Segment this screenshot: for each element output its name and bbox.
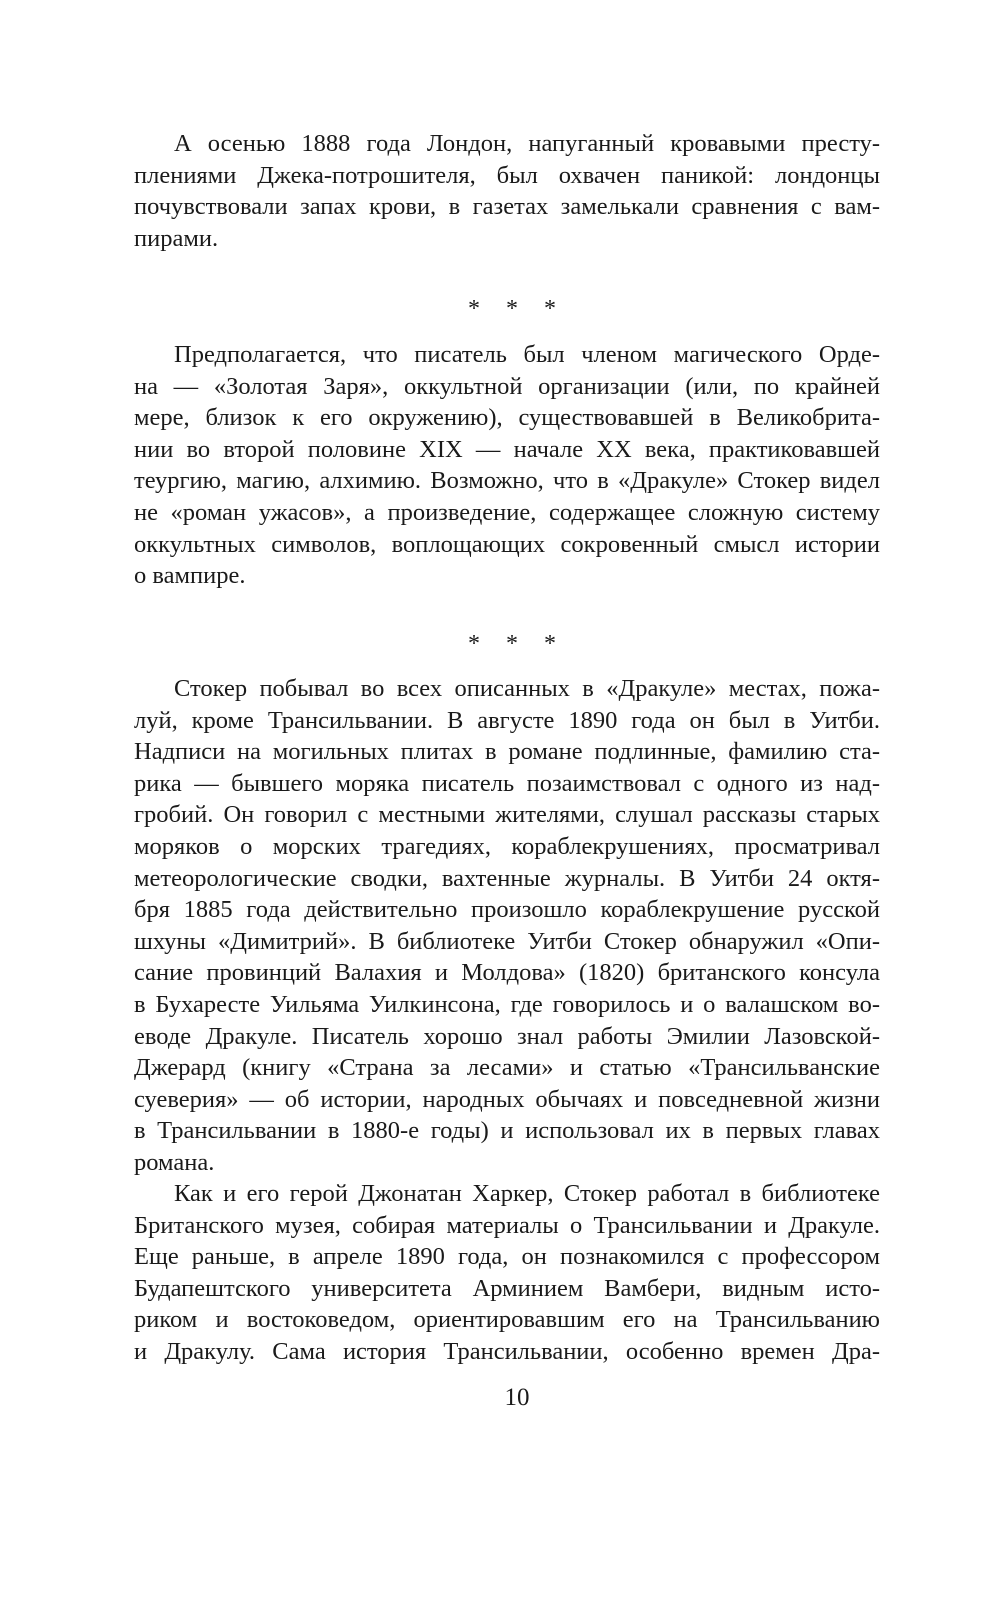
- text-line: еводе Дракуле. Писатель хорошо знал работы Эмилии Лазовской-: [134, 1022, 880, 1050]
- text-line: мере, близок к его окружению), существовавшей в Великобрита-: [134, 404, 880, 432]
- paragraph-3: [134, 673, 880, 1179]
- paragraph-2: [134, 339, 880, 592]
- text-line: моряков о морских трагедиях, кораблекрушениях, просматривал: [134, 832, 880, 860]
- text-line: в Трансильвании в 1880-е годы) и использовал их в первых главах: [134, 1117, 880, 1145]
- text-line: теургию, магию, алхимию. Возможно, что в «Дракуле» Стокер видел: [134, 467, 880, 495]
- paragraph-4: [134, 1178, 880, 1368]
- text-line: суеверия» — об истории, народных обычаях и повседневной жизни: [134, 1085, 880, 1113]
- text-line: Надписи на могильных плитах в романе подлинные, фамилию ста-: [134, 738, 880, 766]
- text-line: в Бухаресте Уильяма Уилкинсона, где говорилось и о валашском во-: [134, 990, 880, 1018]
- section-separator: * * *: [468, 296, 566, 322]
- section-separator: * * *: [468, 631, 566, 657]
- text-line: Предполагается, что писатель был членом магического Орде-: [174, 341, 880, 368]
- text-line: романа.: [134, 1148, 215, 1176]
- text-line: Будапештского университета Арминием Вамбери, видным исто-: [134, 1274, 880, 1302]
- text-line: почувствовали запах крови, в газетах замелькали сравнения с вам-: [134, 193, 880, 221]
- text-line: сание провинций Валахия и Молдова» (1820) британского консула: [134, 959, 880, 987]
- text-line: пирами.: [134, 224, 219, 252]
- text-line: плениями Джека-потрошителя, был охвачен паникой: лондонцы: [134, 161, 880, 189]
- text-line: шхуны «Димитрий». В библиотеке Уитби Стокер обнаружил «Опи-: [134, 927, 880, 955]
- text-line: луй, кроме Трансильвании. В августе 1890 года он был в Уитби.: [134, 706, 880, 734]
- text-line: Как и его герой Джонатан Харкер, Стокер работал в библиотеке: [174, 1180, 880, 1207]
- text-line: гробий. Он говорил с местными жителями, слушал рассказы старых: [134, 801, 880, 829]
- text-line: Британского музея, собирая материалы о Трансильвании и Дракуле.: [134, 1211, 880, 1239]
- text-line: метеорологические сводки, вахтенные журналы. В Уитби 24 октя-: [134, 864, 880, 892]
- text-line: Еще раньше, в апреле 1890 года, он познакомился с профессором: [134, 1243, 880, 1271]
- text-line: Джерард (книгу «Страна за лесами» и статью «Трансильванские: [134, 1054, 880, 1082]
- page-number: 10: [504, 1384, 530, 1411]
- text-line: о вампире.: [134, 562, 246, 590]
- paragraph-1: [134, 128, 880, 254]
- text-line: А осенью 1888 года Лондон, напуганный кровавыми престу-: [174, 130, 880, 157]
- text-line: Стокер побывал во всех описанных в «Дракуле» местах, пожа-: [174, 675, 880, 702]
- text-line: рика — бывшего моряка писатель позаимствовал с одного из над-: [134, 769, 880, 797]
- text-line: нии во второй половине XIX — начале XX века, практиковавшей: [134, 435, 880, 463]
- text-line: на — «Золотая Заря», оккультной организации (или, по крайней: [134, 372, 880, 400]
- text-line: бря 1885 года действительно произошло кораблекрушение русской: [134, 896, 880, 924]
- text-line: оккультных символов, воплощающих сокровенный смысл истории: [134, 530, 880, 558]
- text-line: не «роман ужасов», а произведение, содержащее сложную систему: [134, 498, 880, 526]
- text-line: риком и востоковедом, ориентировавшим его на Трансильванию: [134, 1306, 880, 1334]
- text-line: и Дракулу. Сама история Трансильвании, особенно времен Дра-: [134, 1337, 880, 1365]
